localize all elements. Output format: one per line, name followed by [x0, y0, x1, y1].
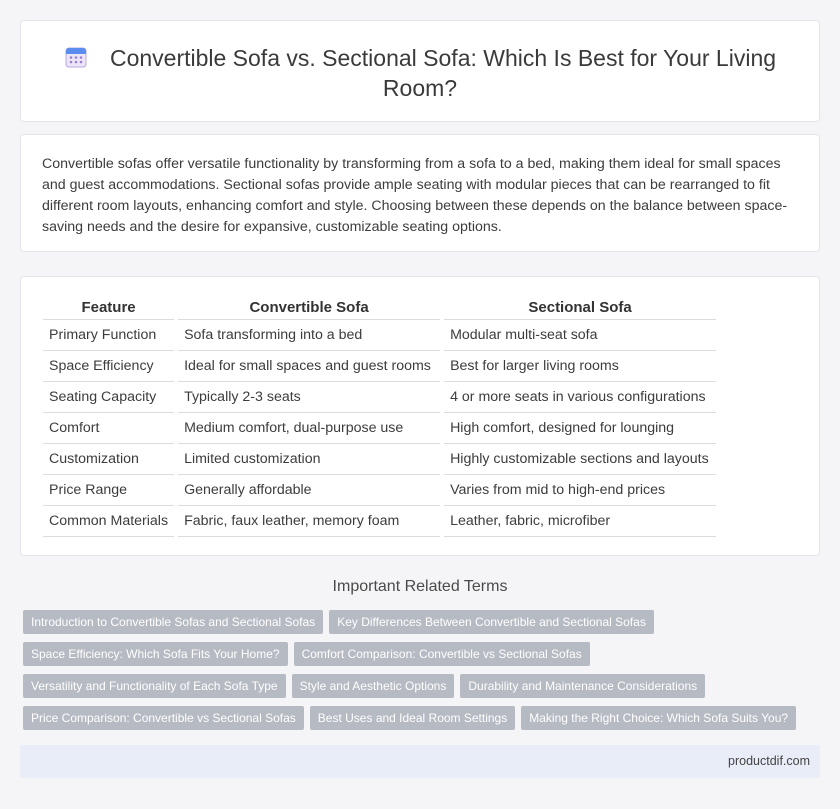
table-header-row: [43, 296, 716, 320]
related-term-link[interactable]: Style and Aesthetic Options: [292, 674, 455, 698]
feature-cell: Price Range: [43, 475, 174, 506]
convertible-cell: Limited customization: [178, 444, 440, 475]
related-term-link[interactable]: Best Uses and Ideal Room Settings: [310, 706, 515, 730]
convertible-cell: Sofa transforming into a bed: [178, 320, 440, 351]
sectional-cell: High comfort, designed for lounging: [444, 413, 716, 444]
related-terms-list: [23, 610, 803, 738]
table-row: [43, 475, 716, 506]
intro-paragraph: Convertible sofas offer versatile functionality by transforming from a sofa to a bed, making them ideal for small spaces and guest accommodations. Sectional sofas provide ample seating with modular pieces that can be rearranged to fit different room layouts, enhancing comfort and style. Choosing between these depends on the balance between space-saving needs and the desire for expansive, customizable seating options.: [42, 156, 788, 235]
related-term-link[interactable]: Comfort Comparison: Convertible vs Sectional Sofas: [294, 642, 590, 666]
sectional-cell: Modular multi-seat sofa: [444, 320, 716, 351]
related-terms-row: [23, 706, 803, 738]
table-row: [43, 351, 716, 382]
sectional-cell: Leather, fabric, microfiber: [444, 506, 716, 537]
feature-cell: Comfort: [43, 413, 174, 444]
footer: [20, 745, 820, 778]
convertible-cell: Generally affordable: [178, 475, 440, 506]
feature-cell: Customization: [43, 444, 174, 475]
comparison-table: [43, 296, 716, 537]
related-term-link[interactable]: Price Comparison: Convertible vs Sectional Sofas: [23, 706, 304, 730]
page-title-wrap: [51, 43, 789, 103]
table-row: [43, 320, 716, 351]
feature-cell: Space Efficiency: [43, 351, 174, 382]
column-header-feature: Feature: [43, 296, 174, 320]
related-term-link[interactable]: Making the Right Choice: Which Sofa Suits You?: [521, 706, 796, 730]
convertible-cell: Typically 2-3 seats: [178, 382, 440, 413]
related-term-link[interactable]: Introduction to Convertible Sofas and Sectional Sofas: [23, 610, 323, 634]
table-row: [43, 506, 716, 537]
column-header-sectional: Sectional Sofa: [444, 296, 716, 320]
related-terms-row: [23, 642, 803, 674]
related-term-link[interactable]: Key Differences Between Convertible and Sectional Sofas: [329, 610, 654, 634]
feature-cell: Primary Function: [43, 320, 174, 351]
intro-card: [20, 134, 820, 252]
convertible-cell: Fabric, faux leather, memory foam: [178, 506, 440, 537]
feature-cell: Seating Capacity: [43, 382, 174, 413]
calendar-icon: [64, 45, 88, 69]
related-terms-row: [23, 610, 803, 642]
table-row: [43, 413, 716, 444]
sectional-cell: Best for larger living rooms: [444, 351, 716, 382]
related-term-link[interactable]: Durability and Maintenance Considerations: [460, 674, 705, 698]
related-terms-row: [23, 674, 803, 706]
sectional-cell: Highly customizable sections and layouts: [444, 444, 716, 475]
sectional-cell: Varies from mid to high-end prices: [444, 475, 716, 506]
related-term-link[interactable]: Space Efficiency: Which Sofa Fits Your Home?: [23, 642, 288, 666]
related-term-link[interactable]: Versatility and Functionality of Each Sofa Type: [23, 674, 286, 698]
convertible-cell: Medium comfort, dual-purpose use: [178, 413, 440, 444]
comparison-table-card: [20, 276, 820, 556]
footer-site: productdif.com: [728, 754, 810, 768]
convertible-cell: Ideal for small spaces and guest rooms: [178, 351, 440, 382]
table-row: [43, 444, 716, 475]
header-card: [20, 20, 820, 122]
page-title: Convertible Sofa vs. Sectional Sofa: Which Is Best for Your Living Room?: [109, 45, 777, 101]
feature-cell: Common Materials: [43, 506, 174, 537]
table-row: [43, 382, 716, 413]
related-terms-title: Important Related Terms: [332, 578, 508, 595]
column-header-convertible: Convertible Sofa: [178, 296, 440, 320]
sectional-cell: 4 or more seats in various configurations: [444, 382, 716, 413]
